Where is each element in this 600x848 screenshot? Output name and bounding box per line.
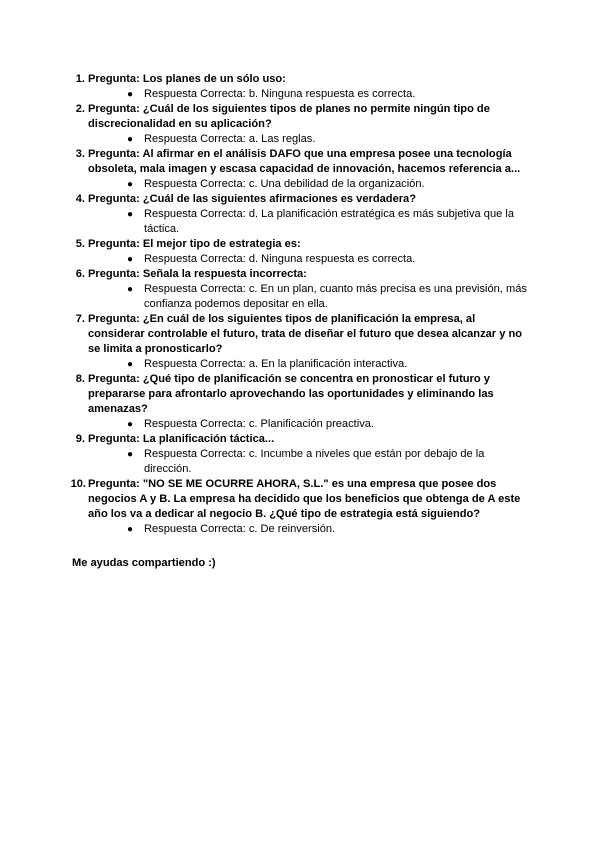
bullet-icon: ● [127, 449, 134, 460]
answer-text: Respuesta Correcta: a. Las reglas. [144, 133, 316, 145]
answer-text: Respuesta Correcta: d. La planificación estratégica es más subjetiva que la táctica. [144, 208, 514, 235]
question-number: 9. [75, 433, 85, 445]
question-list [70, 72, 528, 537]
question-number: 8. [75, 373, 85, 385]
question-number: 5. [75, 238, 85, 250]
bullet-icon: ● [127, 89, 134, 100]
bullet-icon: ● [127, 179, 134, 190]
answer-text: Respuesta Correcta: c. En un plan, cuanto más precisa es una previsión, más confianza podemos depositar en ella. [144, 283, 527, 310]
question-item [75, 432, 528, 477]
question-item [75, 102, 528, 147]
question-item [75, 147, 528, 192]
question-item [75, 237, 528, 267]
bullet-icon: ● [127, 359, 134, 370]
bullet-icon: ● [127, 209, 134, 220]
answer-text: Respuesta Correcta: c. Planificación preactiva. [144, 418, 374, 430]
answer-item [123, 357, 528, 372]
question-number: 3. [75, 148, 85, 160]
answer-item [123, 132, 528, 147]
answer-text: Respuesta Correcta: a. En la planificación interactiva. [144, 358, 408, 370]
answer-item [123, 447, 528, 477]
question-text: Pregunta: "NO SE ME OCURRE AHORA, S.L." es una empresa que posee dos negocios A y B. La empresa ha decidido que los beneficios que obtenga de A este año los va a dedicar al negocio B. ¿Qué tipo de estrategia está siguiendo? [88, 478, 521, 520]
question-number: 2. [75, 103, 85, 115]
answer-text: Respuesta Correcta: c. De reinversión. [144, 523, 336, 535]
answer-item [123, 252, 528, 267]
question-text: Pregunta: Los planes de un sólo uso: [88, 73, 286, 85]
answer-item [123, 177, 528, 192]
question-text: Pregunta: ¿Cuál de las siguientes afirmaciones es verdadera? [88, 193, 416, 205]
answer-item [123, 87, 528, 102]
question-number: 4. [75, 193, 85, 205]
footer-note: Me ayudas compartiendo :) [72, 557, 216, 569]
question-number: 7. [75, 313, 85, 325]
question-text: Pregunta: ¿Cuál de los siguientes tipos de planes no permite ningún tipo de discrecionalidad en su aplicación? [88, 103, 490, 130]
question-text: Pregunta: ¿Qué tipo de planificación se concentra en pronosticar el futuro y prepararse para afrontarlo aprovechando las oportunidades y eliminando las amenazas? [88, 373, 494, 415]
bullet-icon: ● [127, 284, 134, 295]
question-item [75, 312, 528, 372]
bullet-icon: ● [127, 134, 134, 145]
question-item [75, 72, 528, 102]
question-number: 6. [75, 268, 85, 280]
question-item [70, 477, 528, 537]
question-text: Pregunta: ¿En cuál de los siguientes tipos de planificación la empresa, al considerar controlable el futuro, trata de diseñar el futuro que desea alcanzar y no se limita a pronosticarlo? [88, 313, 522, 355]
answer-item [123, 207, 528, 237]
answer-text: Respuesta Correcta: d. Ninguna respuesta es correcta. [144, 253, 416, 265]
answer-text: Respuesta Correcta: c. Incumbe a niveles que están por debajo de la dirección. [144, 448, 485, 475]
question-number: 10. [70, 478, 86, 490]
question-item [75, 192, 528, 237]
question-text: Pregunta: Al afirmar en el análisis DAFO que una empresa posee una tecnología obsoleta, mala imagen y escasa capacidad de innovación, hacemos referencia a... [88, 148, 521, 175]
answer-text: Respuesta Correcta: b. Ninguna respuesta es correcta. [144, 88, 416, 100]
bullet-icon: ● [127, 419, 134, 430]
question-text: Pregunta: La planificación táctica... [88, 433, 275, 445]
answer-item [123, 282, 528, 312]
question-text: Pregunta: El mejor tipo de estrategia es: [88, 238, 301, 250]
question-text: Pregunta: Señala la respuesta incorrecta: [88, 268, 307, 280]
question-item [75, 267, 528, 312]
answer-item [123, 417, 528, 432]
bullet-icon: ● [127, 524, 134, 535]
answer-item [123, 522, 528, 537]
bullet-icon: ● [127, 254, 134, 265]
question-item [75, 372, 528, 432]
answer-text: Respuesta Correcta: c. Una debilidad de la organización. [144, 178, 425, 190]
question-number: 1. [75, 73, 85, 85]
